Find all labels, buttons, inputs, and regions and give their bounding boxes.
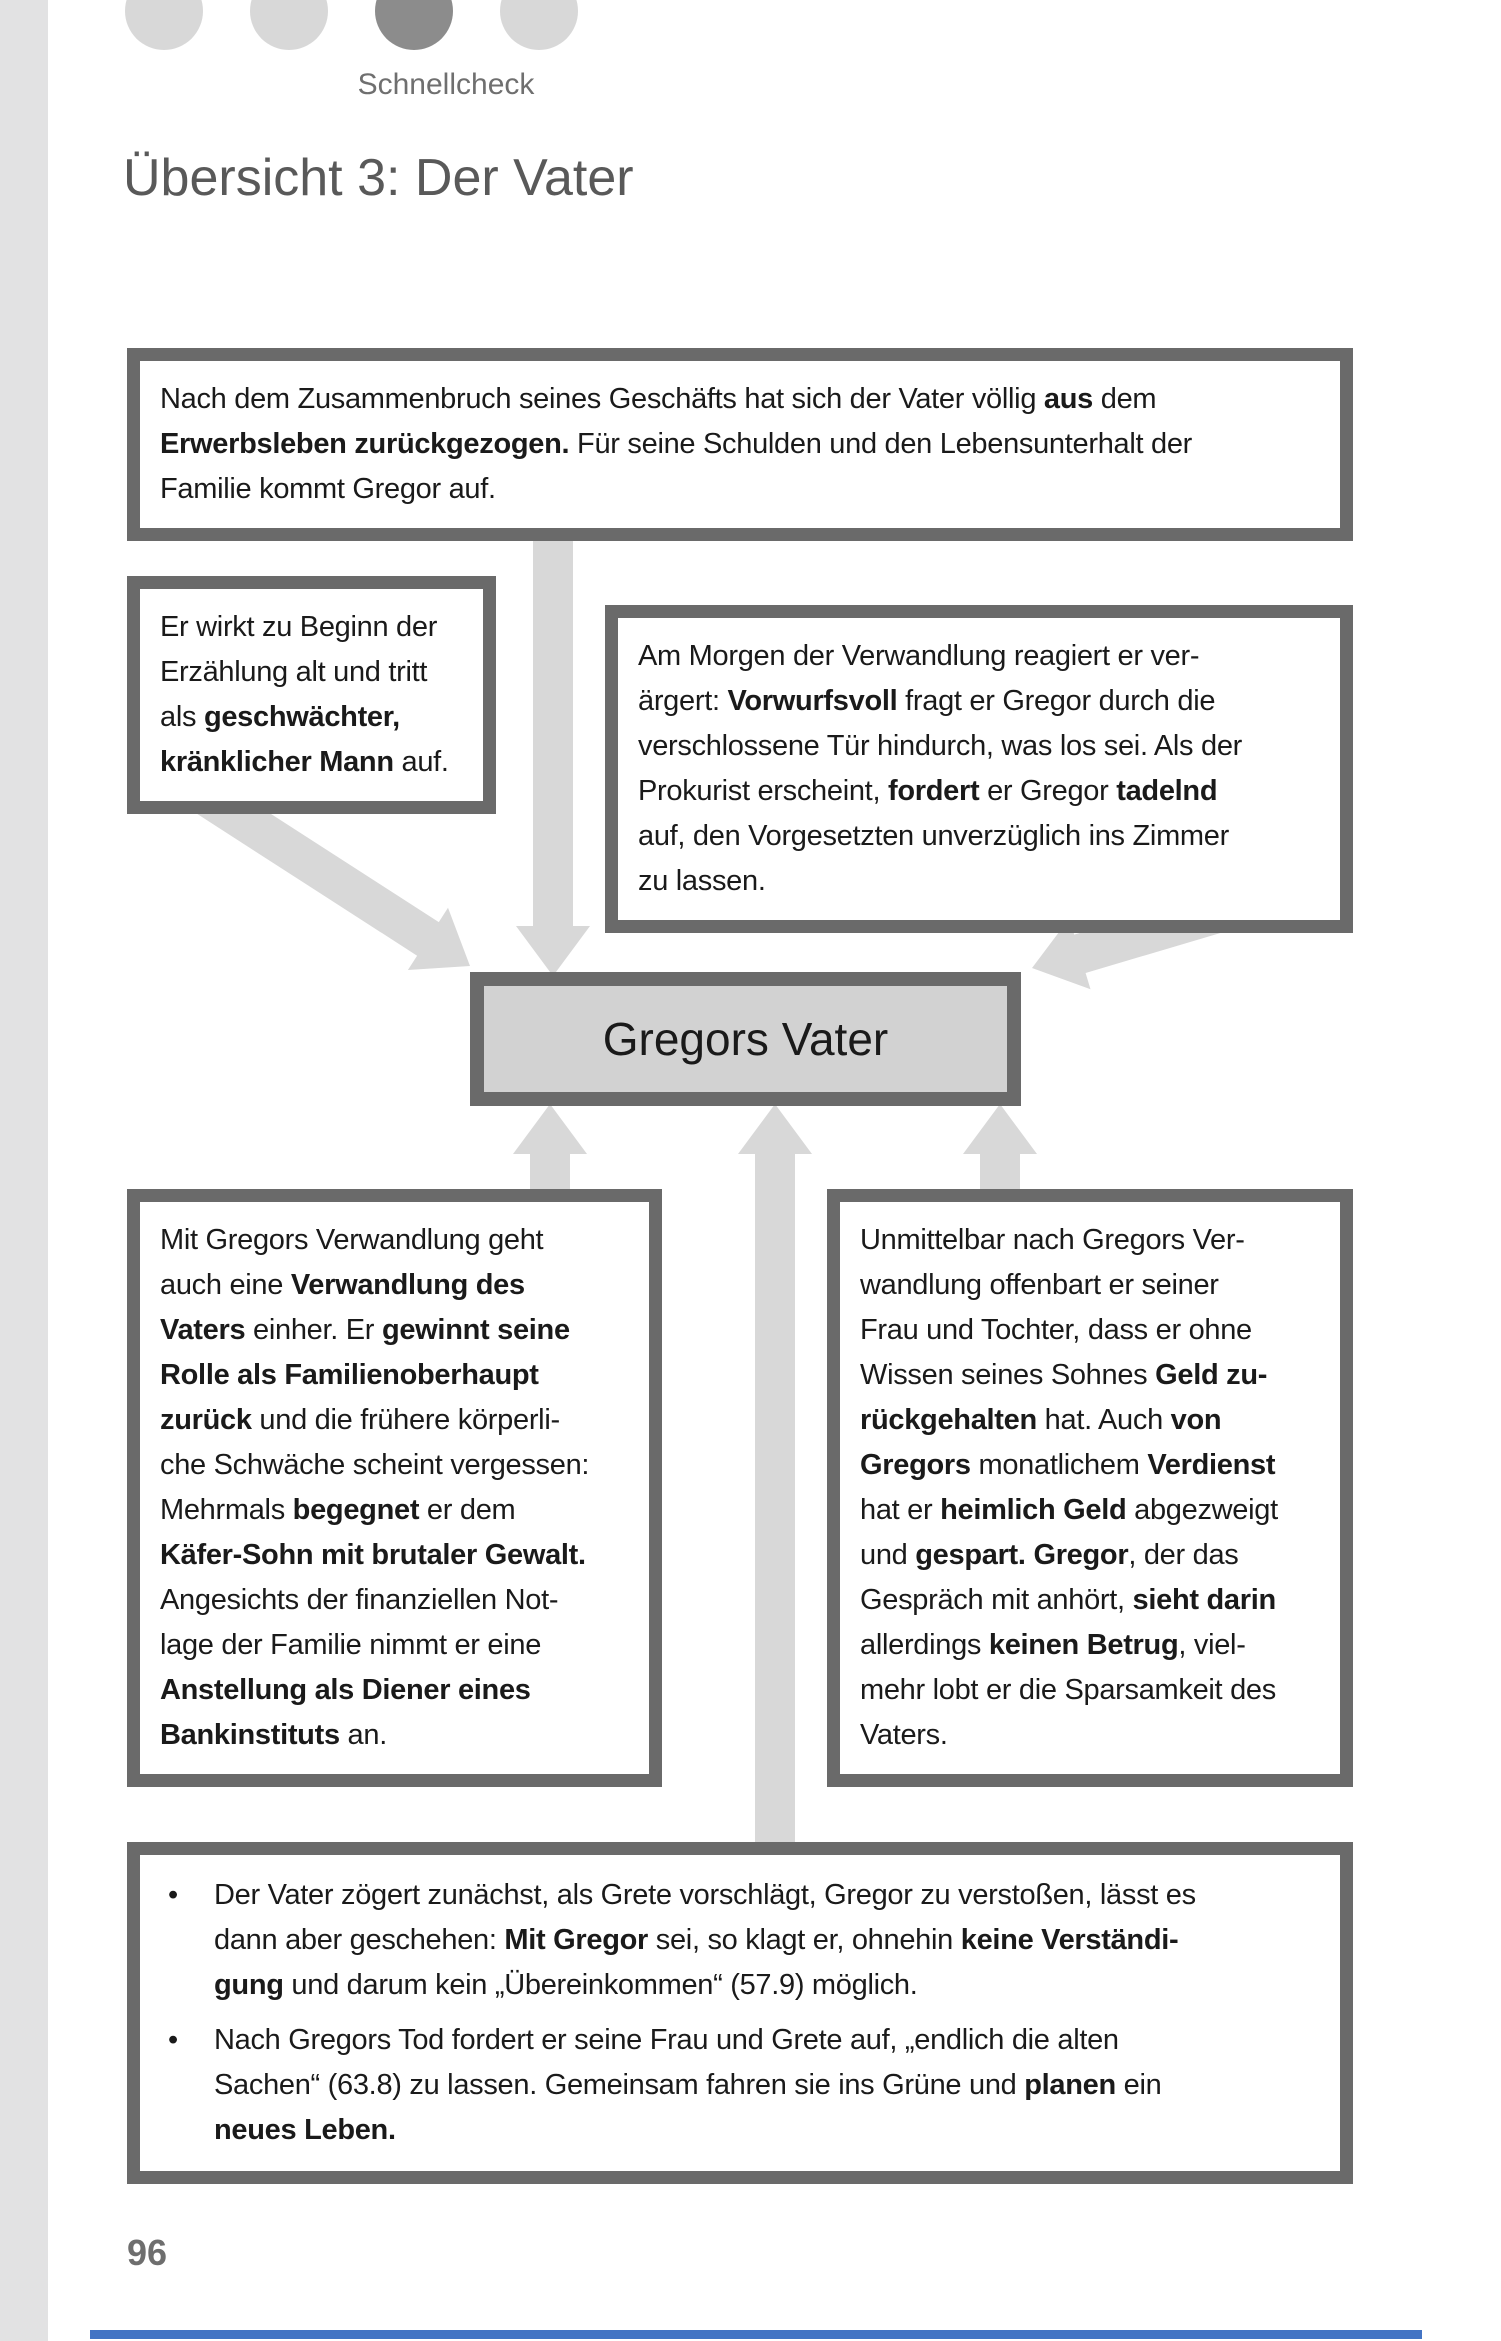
box-final-notes: [127, 1842, 1353, 2184]
box-money-revelation: Unmittelbar nach Gregors Ver- wandlung offenbart er seiner Frau und Tochter, dass er ohne Wissen seines Sohnes Geld zu- rückgehalten hat. Auch von Gregors monatlichem Verdienst hat er heimlich Geld abgezweigt und gespart. Gregor, der das Gespräch mit anhört, sieht darin allerdings keinen Betrug, viel- mehr lobt er die Sparsamkeit des Vaters.: [827, 1189, 1353, 1787]
arrow: [963, 1104, 1037, 1194]
box-morning-reaction: Am Morgen der Verwandlung reagiert er ver- ärgert: Vorwurfsvoll fragt er Gregor durch die verschlossene Tür hindurch, was los sei. Als der Prokurist erscheint, fordert er Gregor tadelnd auf, den Vorgesetzten unverzüglich ins Zimmer zu lassen.: [605, 605, 1353, 933]
progress-dot: [125, 0, 203, 50]
bullet-icon: •: [168, 2024, 178, 2056]
arrow: [513, 1104, 587, 1194]
arrow: [516, 532, 590, 976]
progress-dot: [375, 0, 453, 50]
note-text: Nach Gregors Tod fordert er seine Frau und Grete auf, „endlich die alten Sachen“ (63.8) zu lassen. Gemeinsam fahren sie ins Grüne und planen ein neues Leben.: [214, 2024, 1162, 2146]
box-appearance: Er wirkt zu Beginn der Erzählung alt und tritt als geschwächter, kränklicher Mann auf.: [127, 576, 496, 814]
progress-dot: [500, 0, 578, 50]
node-label: Gregors Vater: [602, 1012, 889, 1065]
progress-dots: [125, 0, 578, 50]
node-gregors-vater: [470, 972, 1021, 1106]
note-item: [164, 1873, 1316, 2008]
note-item: [164, 2018, 1316, 2153]
bullet-icon: •: [168, 1879, 178, 1911]
arrow: [738, 1104, 812, 1848]
page-number: 96: [127, 2232, 168, 2273]
footer-accent-bar: [90, 2330, 1422, 2339]
progress-dot: [250, 0, 328, 50]
note-text: Der Vater zögert zunächst, als Grete vorschlägt, Gregor zu verstoßen, lässt es dann aber geschehen: Mit Gregor sei, so klagt er, ohnehin keine Verständi- gung und darum kein „Übereinkommen“ (57.9) möglich.: [214, 1879, 1196, 2001]
notes-list: [164, 1873, 1316, 2153]
section-label: Schnellcheck: [357, 68, 535, 101]
box-background-info: Nach dem Zusammenbruch seines Geschäfts hat sich der Vater völlig aus dem Erwerbsleben zurückgezogen. Für seine Schulden und den Lebensunterhalt der Familie kommt Gregor auf.: [127, 348, 1353, 541]
box-transformation: Mit Gregors Verwandlung geht auch eine Verwandlung des Vaters einher. Er gewinnt seine Rolle als Familienoberhaupt zurück und die frühere körperli- che Schwäche scheint vergessen: Mehrmals begegnet er dem Käfer-Sohn mit brutaler Gewalt. Angesichts der finanziellen Not- lage der Familie nimmt er eine Anstellung als Diener eines Bankinstituts an.: [127, 1189, 662, 1787]
page-title: Übersicht 3: Der Vater: [123, 149, 634, 207]
